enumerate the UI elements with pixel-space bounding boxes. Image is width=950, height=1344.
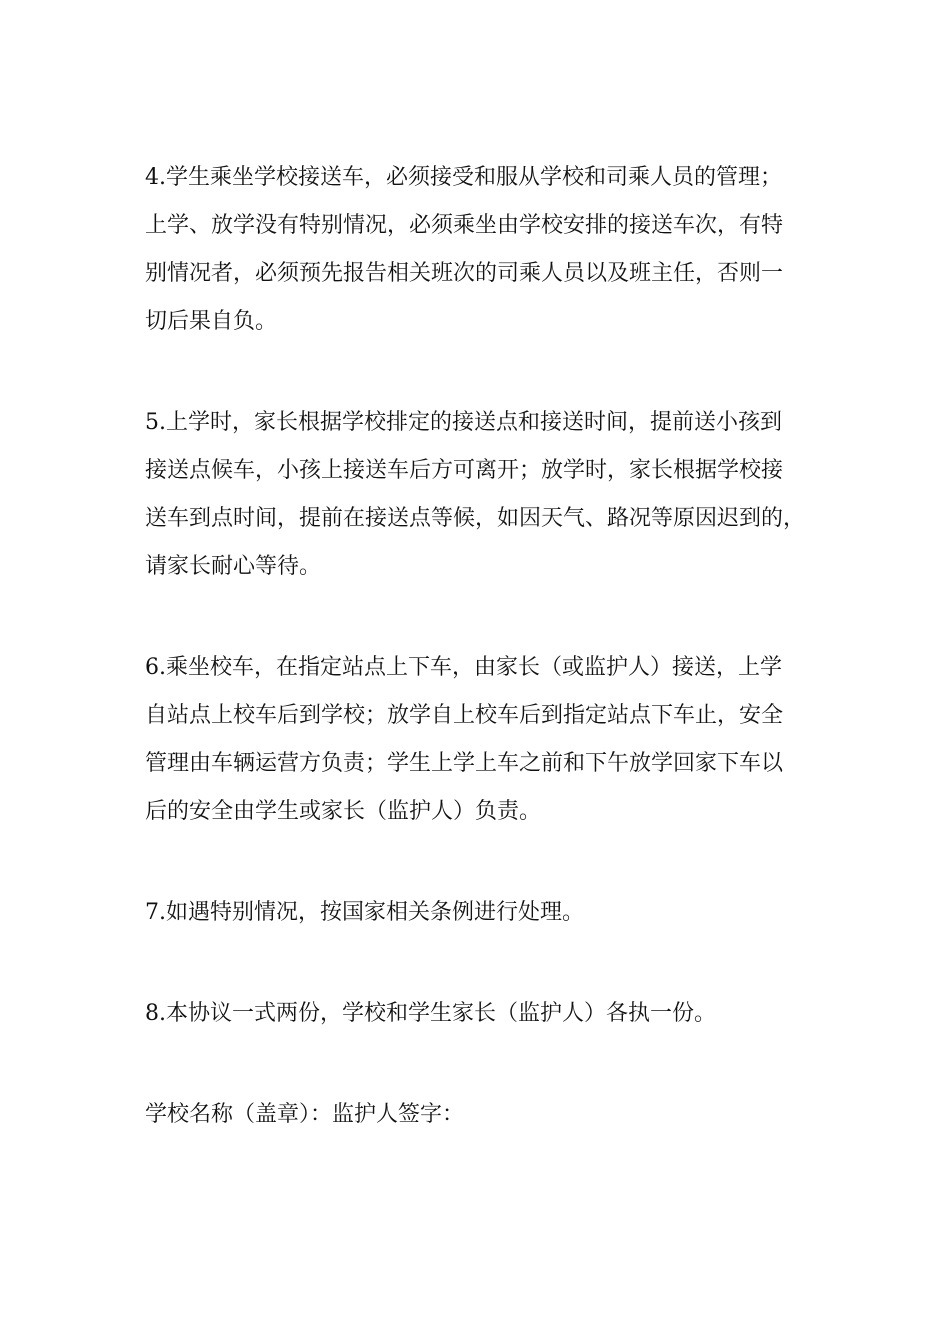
clause-4 <box>145 154 825 346</box>
clause-8-line-1: 8.本协议一式两份，学校和学生家长（监护人）各执一份。 <box>145 1001 716 1026</box>
clause-5 <box>145 399 825 591</box>
clause-5-line-4: 请家长耐心等待。 <box>145 554 322 579</box>
signature-line <box>145 1091 825 1139</box>
clause-6-line-1: 6.乘坐校车，在指定站点上下车，由家长（或监护人）接送，上学 <box>145 655 782 680</box>
clause-7 <box>145 889 825 937</box>
clause-4-line-1: 4.学生乘坐学校接送车，必须接受和服从学校和司乘人员的管理； <box>145 165 782 190</box>
clause-6-line-3: 管理由车辆运营方负责；学生上学上车之前和下午放学回家下车以 <box>145 751 784 776</box>
paragraph-gap <box>145 937 825 990</box>
clause-6 <box>145 644 825 836</box>
paragraph-gap <box>145 346 825 399</box>
clause-6-line-4: 后的安全由学生或家长（监护人）负责。 <box>145 799 542 824</box>
clause-8 <box>145 990 825 1038</box>
paragraph-gap <box>145 836 825 889</box>
clause-4-line-4: 切后果自负。 <box>145 309 278 334</box>
clause-4-line-2: 上学、放学没有特别情况，必须乘坐由学校安排的接送车次，有特 <box>145 213 784 238</box>
signature-line-text: 学校名称（盖章）：监护人签字： <box>145 1102 465 1127</box>
paragraph-gap <box>145 1038 825 1091</box>
paragraph-gap <box>145 591 825 644</box>
clause-5-line-1: 5.上学时，家长根据学校排定的接送点和接送时间，提前送小孩到 <box>145 410 782 435</box>
clause-5-line-2: 接送点候车，小孩上接送车后方可离开；放学时，家长根据学校接 <box>145 458 784 483</box>
document-body <box>145 154 825 1139</box>
clause-7-line-1: 7.如遇特别情况，按国家相关条例进行处理。 <box>145 900 584 925</box>
clause-4-line-3: 别情况者，必须预先报告相关班次的司乘人员以及班主任，否则一 <box>145 261 784 286</box>
clause-6-line-2: 自站点上校车后到学校；放学自上校车后到指定站点下车止，安全 <box>145 703 784 728</box>
clause-5-line-3: 送车到点时间，提前在接送点等候，如因天气、路况等原因迟到的， <box>145 506 806 531</box>
